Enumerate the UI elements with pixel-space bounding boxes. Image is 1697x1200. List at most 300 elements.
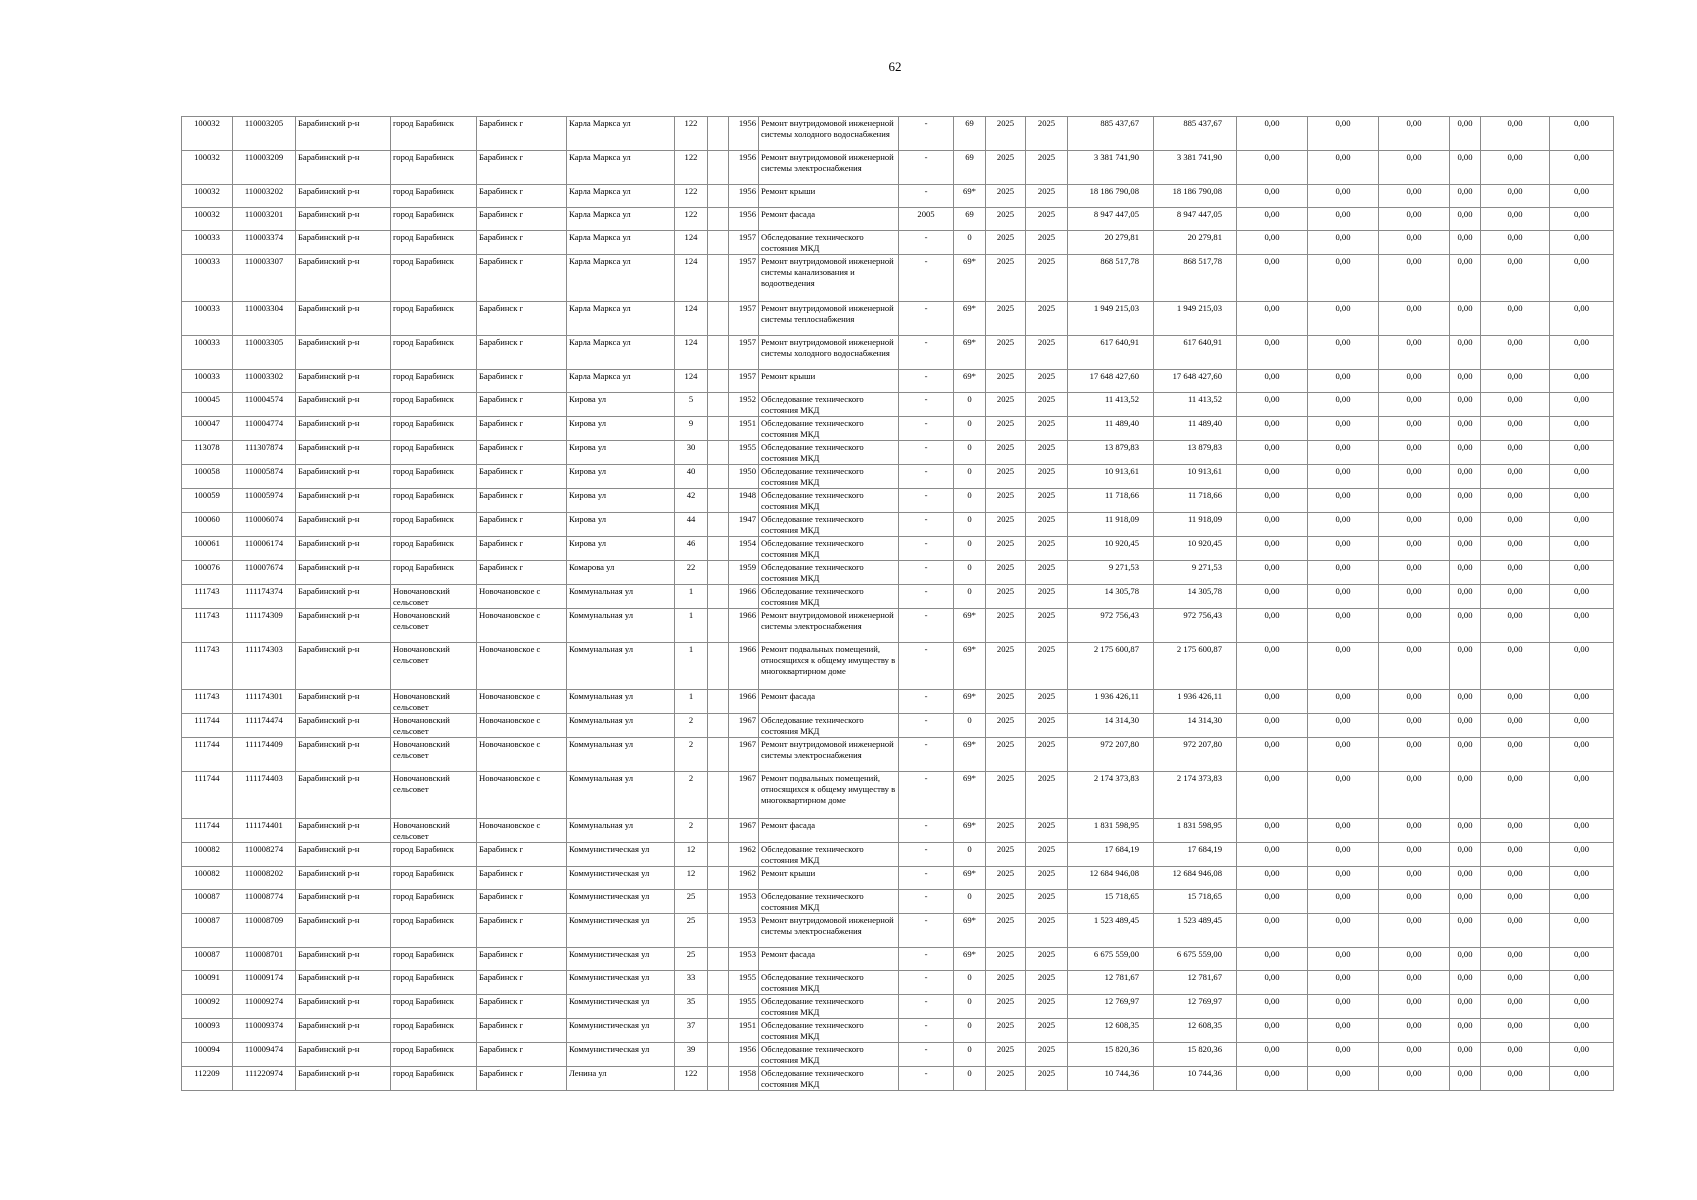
cell-work-type: Обследование технического состояния МКД bbox=[759, 537, 899, 561]
cell-work-id: 110008274 bbox=[233, 843, 296, 867]
cell-budget-local: 0,00 bbox=[1379, 417, 1450, 441]
cell-plan-end-year: 2025 bbox=[1026, 1019, 1068, 1043]
cell-owners-share: 0,00 bbox=[1450, 1043, 1481, 1067]
cell-last-repair-year: - bbox=[899, 185, 954, 208]
cell-other-source-1: 0,00 bbox=[1481, 690, 1550, 714]
cell-other-source-2: 0,00 bbox=[1550, 772, 1614, 819]
cell-budget-regional: 0,00 bbox=[1308, 643, 1379, 690]
cell-house-letter bbox=[708, 1043, 729, 1067]
cell-house-id: 100082 bbox=[182, 843, 233, 867]
cell-house-letter bbox=[708, 489, 729, 513]
cell-street: Коммунальная ул bbox=[567, 738, 675, 772]
cell-settlement: Барабинск г bbox=[477, 465, 567, 489]
cell-fund-cost: 1 831 598,95 bbox=[1154, 819, 1237, 843]
cell-municipality: город Барабинск bbox=[391, 995, 477, 1019]
cell-district: Барабинский р-н bbox=[296, 537, 391, 561]
cell-owners-share: 0,00 bbox=[1450, 117, 1481, 151]
cell-municipality: город Барабинск bbox=[391, 393, 477, 417]
cell-other-source-2: 0,00 bbox=[1550, 843, 1614, 867]
cell-fund-cost: 10 920,45 bbox=[1154, 537, 1237, 561]
cell-total-cost: 11 489,40 bbox=[1068, 417, 1154, 441]
cell-wear-percent: 0 bbox=[954, 1043, 986, 1067]
cell-house-letter bbox=[708, 255, 729, 302]
cell-settlement: Новочановское с bbox=[477, 690, 567, 714]
cell-budget-federal: 0,00 bbox=[1237, 117, 1308, 151]
cell-owners-share: 0,00 bbox=[1450, 513, 1481, 537]
cell-plan-end-year: 2025 bbox=[1026, 441, 1068, 465]
cell-plan-end-year: 2025 bbox=[1026, 417, 1068, 441]
cell-work-type: Ремонт внутридомовой инженерной системы холодного водоснабжения bbox=[759, 336, 899, 370]
cell-plan-start-year: 2025 bbox=[986, 738, 1026, 772]
cell-budget-federal: 0,00 bbox=[1237, 585, 1308, 609]
cell-house-letter bbox=[708, 185, 729, 208]
cell-house-number: 2 bbox=[675, 738, 708, 772]
cell-work-id: 110009274 bbox=[233, 995, 296, 1019]
cell-last-repair-year: - bbox=[899, 537, 954, 561]
cell-work-type: Обследование технического состояния МКД bbox=[759, 971, 899, 995]
cell-district: Барабинский р-н bbox=[296, 819, 391, 843]
cell-fund-cost: 10 913,61 bbox=[1154, 465, 1237, 489]
cell-work-id: 110005874 bbox=[233, 465, 296, 489]
cell-budget-local: 0,00 bbox=[1379, 185, 1450, 208]
cell-other-source-1: 0,00 bbox=[1481, 714, 1550, 738]
cell-owners-share: 0,00 bbox=[1450, 867, 1481, 890]
cell-house-letter bbox=[708, 948, 729, 971]
cell-budget-local: 0,00 bbox=[1379, 208, 1450, 231]
cell-budget-regional: 0,00 bbox=[1308, 867, 1379, 890]
cell-district: Барабинский р-н bbox=[296, 1067, 391, 1091]
cell-fund-cost: 15 820,36 bbox=[1154, 1043, 1237, 1067]
cell-budget-federal: 0,00 bbox=[1237, 441, 1308, 465]
cell-work-type: Ремонт внутридомовой инженерной системы электроснабжения bbox=[759, 738, 899, 772]
cell-budget-federal: 0,00 bbox=[1237, 643, 1308, 690]
cell-build-year: 1952 bbox=[729, 393, 759, 417]
cell-house-letter bbox=[708, 995, 729, 1019]
cell-total-cost: 12 684 946,08 bbox=[1068, 867, 1154, 890]
cell-house-number: 12 bbox=[675, 843, 708, 867]
cell-house-id: 100032 bbox=[182, 185, 233, 208]
cell-budget-regional: 0,00 bbox=[1308, 537, 1379, 561]
cell-total-cost: 885 437,67 bbox=[1068, 117, 1154, 151]
cell-other-source-2: 0,00 bbox=[1550, 302, 1614, 336]
table-row bbox=[182, 714, 1614, 738]
cell-house-letter bbox=[708, 867, 729, 890]
cell-last-repair-year: - bbox=[899, 738, 954, 772]
cell-plan-end-year: 2025 bbox=[1026, 255, 1068, 302]
cell-work-type: Обследование технического состояния МКД bbox=[759, 714, 899, 738]
cell-work-id: 111220974 bbox=[233, 1067, 296, 1091]
cell-budget-federal: 0,00 bbox=[1237, 185, 1308, 208]
cell-other-source-1: 0,00 bbox=[1481, 441, 1550, 465]
cell-work-type: Ремонт фасада bbox=[759, 208, 899, 231]
cell-district: Барабинский р-н bbox=[296, 185, 391, 208]
cell-district: Барабинский р-н bbox=[296, 117, 391, 151]
cell-house-id: 100093 bbox=[182, 1019, 233, 1043]
cell-build-year: 1955 bbox=[729, 995, 759, 1019]
table-row bbox=[182, 537, 1614, 561]
cell-last-repair-year: - bbox=[899, 1019, 954, 1043]
cell-plan-start-year: 2025 bbox=[986, 185, 1026, 208]
cell-other-source-2: 0,00 bbox=[1550, 1019, 1614, 1043]
cell-plan-start-year: 2025 bbox=[986, 370, 1026, 393]
cell-total-cost: 972 756,43 bbox=[1068, 609, 1154, 643]
cell-other-source-1: 0,00 bbox=[1481, 971, 1550, 995]
cell-municipality: город Барабинск bbox=[391, 537, 477, 561]
cell-house-letter bbox=[708, 231, 729, 255]
cell-budget-regional: 0,00 bbox=[1308, 971, 1379, 995]
cell-settlement: Новочановское с bbox=[477, 714, 567, 738]
cell-last-repair-year: - bbox=[899, 995, 954, 1019]
cell-build-year: 1966 bbox=[729, 643, 759, 690]
cell-owners-share: 0,00 bbox=[1450, 772, 1481, 819]
cell-total-cost: 15 820,36 bbox=[1068, 1043, 1154, 1067]
cell-build-year: 1953 bbox=[729, 914, 759, 948]
cell-plan-start-year: 2025 bbox=[986, 513, 1026, 537]
cell-budget-regional: 0,00 bbox=[1308, 417, 1379, 441]
cell-street: Коммунистическая ул bbox=[567, 971, 675, 995]
cell-build-year: 1951 bbox=[729, 1019, 759, 1043]
cell-work-id: 110003374 bbox=[233, 231, 296, 255]
cell-house-number: 5 bbox=[675, 393, 708, 417]
cell-budget-local: 0,00 bbox=[1379, 819, 1450, 843]
cell-plan-start-year: 2025 bbox=[986, 255, 1026, 302]
cell-street: Коммунальная ул bbox=[567, 772, 675, 819]
cell-total-cost: 15 718,65 bbox=[1068, 890, 1154, 914]
cell-house-number: 22 bbox=[675, 561, 708, 585]
cell-budget-federal: 0,00 bbox=[1237, 1043, 1308, 1067]
cell-municipality: Новочановский сельсовет bbox=[391, 585, 477, 609]
cell-fund-cost: 15 718,65 bbox=[1154, 890, 1237, 914]
cell-district: Барабинский р-н bbox=[296, 971, 391, 995]
cell-budget-local: 0,00 bbox=[1379, 772, 1450, 819]
cell-total-cost: 12 769,97 bbox=[1068, 995, 1154, 1019]
cell-house-letter bbox=[708, 1019, 729, 1043]
cell-street: Карла Маркса ул bbox=[567, 302, 675, 336]
cell-work-type: Обследование технического состояния МКД bbox=[759, 489, 899, 513]
cell-build-year: 1967 bbox=[729, 772, 759, 819]
cell-other-source-2: 0,00 bbox=[1550, 231, 1614, 255]
cell-build-year: 1962 bbox=[729, 867, 759, 890]
cell-house-id: 111744 bbox=[182, 738, 233, 772]
cell-wear-percent: 69* bbox=[954, 643, 986, 690]
cell-other-source-1: 0,00 bbox=[1481, 336, 1550, 370]
cell-district: Барабинский р-н bbox=[296, 336, 391, 370]
cell-fund-cost: 11 489,40 bbox=[1154, 417, 1237, 441]
cell-total-cost: 17 684,19 bbox=[1068, 843, 1154, 867]
cell-plan-end-year: 2025 bbox=[1026, 738, 1068, 772]
page-number: 62 bbox=[888, 59, 902, 74]
cell-work-type: Обследование технического состояния МКД bbox=[759, 465, 899, 489]
cell-plan-end-year: 2025 bbox=[1026, 843, 1068, 867]
cell-settlement: Барабинск г bbox=[477, 971, 567, 995]
cell-work-type: Обследование технического состояния МКД bbox=[759, 417, 899, 441]
cell-plan-start-year: 2025 bbox=[986, 336, 1026, 370]
cell-wear-percent: 69* bbox=[954, 370, 986, 393]
cell-fund-cost: 2 175 600,87 bbox=[1154, 643, 1237, 690]
table-row bbox=[182, 302, 1614, 336]
cell-house-id: 100087 bbox=[182, 890, 233, 914]
cell-work-id: 111307874 bbox=[233, 441, 296, 465]
cell-settlement: Барабинск г bbox=[477, 561, 567, 585]
cell-total-cost: 14 305,78 bbox=[1068, 585, 1154, 609]
cell-other-source-2: 0,00 bbox=[1550, 914, 1614, 948]
cell-settlement: Барабинск г bbox=[477, 843, 567, 867]
cell-owners-share: 0,00 bbox=[1450, 489, 1481, 513]
cell-budget-local: 0,00 bbox=[1379, 1043, 1450, 1067]
cell-fund-cost: 9 271,53 bbox=[1154, 561, 1237, 585]
cell-municipality: город Барабинск bbox=[391, 417, 477, 441]
cell-wear-percent: 69* bbox=[954, 738, 986, 772]
cell-plan-end-year: 2025 bbox=[1026, 867, 1068, 890]
cell-settlement: Барабинск г bbox=[477, 948, 567, 971]
cell-work-type: Обследование технического состояния МКД bbox=[759, 995, 899, 1019]
cell-work-type: Обследование технического состояния МКД bbox=[759, 890, 899, 914]
cell-budget-federal: 0,00 bbox=[1237, 336, 1308, 370]
cell-house-id: 100033 bbox=[182, 302, 233, 336]
cell-street: Комарова ул bbox=[567, 561, 675, 585]
cell-budget-federal: 0,00 bbox=[1237, 255, 1308, 302]
cell-last-repair-year: - bbox=[899, 255, 954, 302]
table-row bbox=[182, 417, 1614, 441]
cell-total-cost: 11 718,66 bbox=[1068, 489, 1154, 513]
cell-budget-local: 0,00 bbox=[1379, 1019, 1450, 1043]
cell-build-year: 1957 bbox=[729, 302, 759, 336]
cell-district: Барабинский р-н bbox=[296, 370, 391, 393]
cell-settlement: Барабинск г bbox=[477, 513, 567, 537]
cell-district: Барабинский р-н bbox=[296, 208, 391, 231]
cell-build-year: 1950 bbox=[729, 465, 759, 489]
table-row bbox=[182, 772, 1614, 819]
cell-work-id: 110003304 bbox=[233, 302, 296, 336]
cell-district: Барабинский р-н bbox=[296, 393, 391, 417]
cell-house-id: 100087 bbox=[182, 914, 233, 948]
cell-other-source-1: 0,00 bbox=[1481, 255, 1550, 302]
table-row bbox=[182, 370, 1614, 393]
cell-street: Кирова ул bbox=[567, 465, 675, 489]
cell-house-id: 100032 bbox=[182, 208, 233, 231]
table-row bbox=[182, 117, 1614, 151]
cell-house-id: 100033 bbox=[182, 370, 233, 393]
table-row bbox=[182, 255, 1614, 302]
cell-house-letter bbox=[708, 772, 729, 819]
cell-street: Коммунальная ул bbox=[567, 585, 675, 609]
cell-other-source-1: 0,00 bbox=[1481, 914, 1550, 948]
cell-work-type: Обследование технического состояния МКД bbox=[759, 393, 899, 417]
cell-build-year: 1951 bbox=[729, 417, 759, 441]
cell-municipality: город Барабинск bbox=[391, 185, 477, 208]
cell-last-repair-year: - bbox=[899, 151, 954, 185]
cell-house-number: 40 bbox=[675, 465, 708, 489]
cell-district: Барабинский р-н bbox=[296, 489, 391, 513]
cell-settlement: Барабинск г bbox=[477, 867, 567, 890]
cell-house-number: 44 bbox=[675, 513, 708, 537]
cell-work-id: 111174474 bbox=[233, 714, 296, 738]
cell-street: Коммунистическая ул bbox=[567, 890, 675, 914]
cell-other-source-2: 0,00 bbox=[1550, 117, 1614, 151]
cell-other-source-2: 0,00 bbox=[1550, 208, 1614, 231]
cell-other-source-1: 0,00 bbox=[1481, 417, 1550, 441]
cell-wear-percent: 0 bbox=[954, 231, 986, 255]
cell-house-number: 122 bbox=[675, 117, 708, 151]
cell-budget-local: 0,00 bbox=[1379, 1067, 1450, 1091]
cell-other-source-2: 0,00 bbox=[1550, 441, 1614, 465]
cell-last-repair-year: - bbox=[899, 890, 954, 914]
cell-house-id: 100061 bbox=[182, 537, 233, 561]
cell-street: Кирова ул bbox=[567, 513, 675, 537]
cell-municipality: город Барабинск bbox=[391, 370, 477, 393]
cell-total-cost: 2 174 373,83 bbox=[1068, 772, 1154, 819]
cell-house-letter bbox=[708, 643, 729, 690]
cell-owners-share: 0,00 bbox=[1450, 561, 1481, 585]
cell-budget-federal: 0,00 bbox=[1237, 914, 1308, 948]
cell-house-number: 33 bbox=[675, 971, 708, 995]
cell-house-letter bbox=[708, 1067, 729, 1091]
cell-house-number: 39 bbox=[675, 1043, 708, 1067]
cell-budget-local: 0,00 bbox=[1379, 441, 1450, 465]
cell-budget-local: 0,00 bbox=[1379, 537, 1450, 561]
cell-other-source-2: 0,00 bbox=[1550, 513, 1614, 537]
cell-budget-regional: 0,00 bbox=[1308, 465, 1379, 489]
cell-street: Карла Маркса ул bbox=[567, 370, 675, 393]
cell-street: Карла Маркса ул bbox=[567, 231, 675, 255]
cell-street: Кирова ул bbox=[567, 393, 675, 417]
cell-budget-regional: 0,00 bbox=[1308, 714, 1379, 738]
table-row bbox=[182, 971, 1614, 995]
table-row bbox=[182, 890, 1614, 914]
cell-budget-regional: 0,00 bbox=[1308, 255, 1379, 302]
cell-budget-regional: 0,00 bbox=[1308, 489, 1379, 513]
cell-work-type: Ремонт внутридомовой инженерной системы канализования и водоотведения bbox=[759, 255, 899, 302]
cell-other-source-2: 0,00 bbox=[1550, 585, 1614, 609]
cell-owners-share: 0,00 bbox=[1450, 151, 1481, 185]
cell-budget-federal: 0,00 bbox=[1237, 690, 1308, 714]
cell-budget-federal: 0,00 bbox=[1237, 393, 1308, 417]
cell-fund-cost: 12 769,97 bbox=[1154, 995, 1237, 1019]
cell-total-cost: 6 675 559,00 bbox=[1068, 948, 1154, 971]
cell-budget-local: 0,00 bbox=[1379, 690, 1450, 714]
cell-fund-cost: 1 949 215,03 bbox=[1154, 302, 1237, 336]
cell-plan-end-year: 2025 bbox=[1026, 185, 1068, 208]
cell-work-type: Ремонт внутридомовой инженерной системы электроснабжения bbox=[759, 151, 899, 185]
cell-street: Карла Маркса ул bbox=[567, 255, 675, 302]
cell-municipality: город Барабинск bbox=[391, 151, 477, 185]
cell-budget-regional: 0,00 bbox=[1308, 914, 1379, 948]
table-row bbox=[182, 948, 1614, 971]
cell-fund-cost: 972 207,80 bbox=[1154, 738, 1237, 772]
cell-budget-regional: 0,00 bbox=[1308, 772, 1379, 819]
cell-owners-share: 0,00 bbox=[1450, 643, 1481, 690]
cell-budget-local: 0,00 bbox=[1379, 995, 1450, 1019]
cell-fund-cost: 20 279,81 bbox=[1154, 231, 1237, 255]
cell-plan-end-year: 2025 bbox=[1026, 561, 1068, 585]
cell-owners-share: 0,00 bbox=[1450, 714, 1481, 738]
cell-municipality: город Барабинск bbox=[391, 231, 477, 255]
cell-last-repair-year: - bbox=[899, 643, 954, 690]
cell-budget-federal: 0,00 bbox=[1237, 995, 1308, 1019]
cell-plan-start-year: 2025 bbox=[986, 302, 1026, 336]
cell-district: Барабинский р-н bbox=[296, 609, 391, 643]
table-row bbox=[182, 819, 1614, 843]
cell-fund-cost: 13 879,83 bbox=[1154, 441, 1237, 465]
cell-district: Барабинский р-н bbox=[296, 513, 391, 537]
cell-other-source-2: 0,00 bbox=[1550, 609, 1614, 643]
cell-plan-start-year: 2025 bbox=[986, 537, 1026, 561]
cell-house-id: 100087 bbox=[182, 948, 233, 971]
cell-house-id: 100060 bbox=[182, 513, 233, 537]
cell-budget-local: 0,00 bbox=[1379, 971, 1450, 995]
cell-district: Барабинский р-н bbox=[296, 1043, 391, 1067]
cell-municipality: город Барабинск bbox=[391, 255, 477, 302]
cell-total-cost: 12 781,67 bbox=[1068, 971, 1154, 995]
cell-wear-percent: 69* bbox=[954, 609, 986, 643]
cell-house-id: 100032 bbox=[182, 117, 233, 151]
cell-owners-share: 0,00 bbox=[1450, 995, 1481, 1019]
cell-fund-cost: 12 684 946,08 bbox=[1154, 867, 1237, 890]
cell-fund-cost: 6 675 559,00 bbox=[1154, 948, 1237, 971]
cell-plan-end-year: 2025 bbox=[1026, 643, 1068, 690]
cell-budget-local: 0,00 bbox=[1379, 302, 1450, 336]
cell-build-year: 1959 bbox=[729, 561, 759, 585]
cell-wear-percent: 0 bbox=[954, 995, 986, 1019]
cell-plan-start-year: 2025 bbox=[986, 867, 1026, 890]
cell-owners-share: 0,00 bbox=[1450, 914, 1481, 948]
cell-budget-local: 0,00 bbox=[1379, 738, 1450, 772]
cell-owners-share: 0,00 bbox=[1450, 738, 1481, 772]
cell-settlement: Барабинск г bbox=[477, 914, 567, 948]
cell-street: Коммунальная ул bbox=[567, 643, 675, 690]
cell-other-source-2: 0,00 bbox=[1550, 417, 1614, 441]
cell-budget-local: 0,00 bbox=[1379, 948, 1450, 971]
cell-house-number: 12 bbox=[675, 867, 708, 890]
table-row bbox=[182, 1067, 1614, 1091]
cell-plan-start-year: 2025 bbox=[986, 489, 1026, 513]
cell-owners-share: 0,00 bbox=[1450, 890, 1481, 914]
cell-budget-federal: 0,00 bbox=[1237, 302, 1308, 336]
cell-budget-federal: 0,00 bbox=[1237, 151, 1308, 185]
cell-house-letter bbox=[708, 714, 729, 738]
cell-work-type: Обследование технического состояния МКД bbox=[759, 513, 899, 537]
cell-other-source-1: 0,00 bbox=[1481, 585, 1550, 609]
cell-wear-percent: 69* bbox=[954, 255, 986, 302]
cell-other-source-2: 0,00 bbox=[1550, 489, 1614, 513]
cell-house-id: 112209 bbox=[182, 1067, 233, 1091]
cell-settlement: Барабинск г bbox=[477, 489, 567, 513]
cell-last-repair-year: - bbox=[899, 1043, 954, 1067]
cell-plan-end-year: 2025 bbox=[1026, 971, 1068, 995]
cell-budget-federal: 0,00 bbox=[1237, 513, 1308, 537]
cell-budget-federal: 0,00 bbox=[1237, 417, 1308, 441]
cell-street: Кирова ул bbox=[567, 417, 675, 441]
cell-budget-federal: 0,00 bbox=[1237, 772, 1308, 819]
cell-plan-end-year: 2025 bbox=[1026, 714, 1068, 738]
cell-work-id: 110004574 bbox=[233, 393, 296, 417]
cell-build-year: 1967 bbox=[729, 714, 759, 738]
cell-budget-local: 0,00 bbox=[1379, 843, 1450, 867]
cell-budget-regional: 0,00 bbox=[1308, 561, 1379, 585]
cell-district: Барабинский р-н bbox=[296, 843, 391, 867]
cell-owners-share: 0,00 bbox=[1450, 690, 1481, 714]
cell-other-source-1: 0,00 bbox=[1481, 772, 1550, 819]
cell-fund-cost: 11 718,66 bbox=[1154, 489, 1237, 513]
cell-house-id: 100094 bbox=[182, 1043, 233, 1067]
cell-settlement: Барабинск г bbox=[477, 117, 567, 151]
cell-fund-cost: 12 781,67 bbox=[1154, 971, 1237, 995]
cell-wear-percent: 69* bbox=[954, 819, 986, 843]
cell-house-number: 35 bbox=[675, 995, 708, 1019]
cell-plan-end-year: 2025 bbox=[1026, 1067, 1068, 1091]
cell-municipality: город Барабинск bbox=[391, 948, 477, 971]
cell-owners-share: 0,00 bbox=[1450, 441, 1481, 465]
